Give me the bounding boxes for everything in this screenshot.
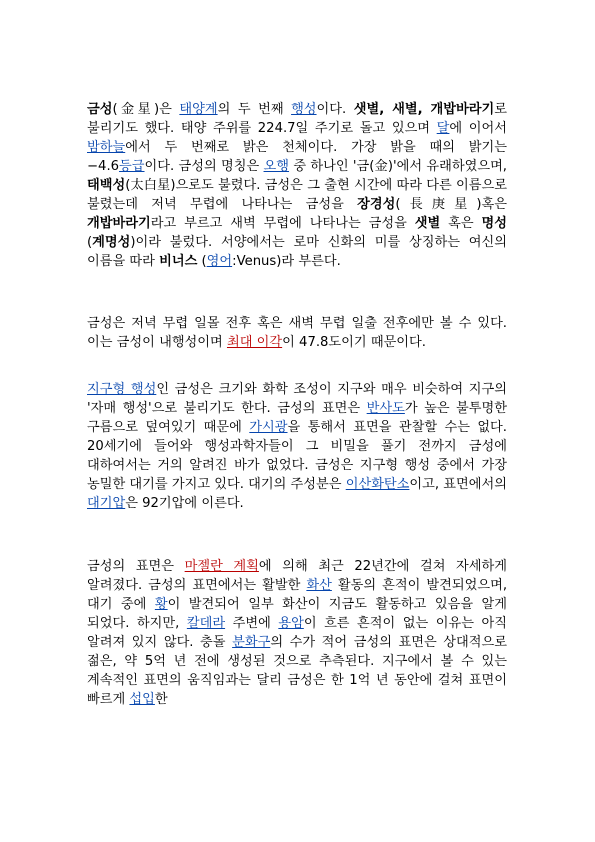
body-text: 이 발견되어 일부 화산이 지금도 활동하고 있음을 알게 되었다. 하지만, (87, 597, 507, 631)
body-text: 은 92기압에 이른다. (125, 496, 244, 511)
wiki-link[interactable]: 최대 이각 (226, 335, 283, 350)
wiki-link[interactable]: 마젤란 계획 (184, 559, 259, 574)
body-text: 가 높은 불투명한 구름으로 덮여있기 때문에 (87, 401, 507, 435)
body-text: 이 47.8도이기 때문이다. (282, 335, 426, 350)
wiki-link[interactable]: 칼데라 (186, 616, 226, 631)
wiki-link[interactable]: 가시광 (249, 420, 288, 435)
wiki-link[interactable]: 분화구 (232, 635, 271, 650)
wiki-link[interactable]: 행성 (291, 102, 317, 117)
bold-term: 샛별 (414, 216, 441, 231)
body-text: 에서 두 번째로 밝은 천체이다. 가장 밝을 때의 밝기는 −4.6 (87, 140, 507, 174)
body-text: 의 수가 적어 금성의 표면은 상대적으로 젊은, 약 5억 년 전에 생성된 것으로 추측된다. 지구에서 볼 수 있는 계속적인 표면의 움직임과는 달리 금성은 한 1억 년 동안에 걸쳐 표면이 빠르게 (87, 635, 507, 707)
wiki-link[interactable]: 화산 (306, 578, 332, 593)
paragraph-surface (87, 557, 507, 709)
body-text: 인 금성은 크기와 화학 조성이 지구와 매우 비슷하여 지구의 '자매 행성'으로 불리기도 한다. 금성의 표면은 (87, 382, 507, 416)
wiki-link[interactable]: 섭입 (129, 692, 155, 707)
body-text: 라고 부르고 새벽 무렵에 나타나는 금성을 (150, 216, 415, 231)
body-text: (金星)은 (112, 102, 180, 117)
bold-term: 금성 (87, 102, 113, 117)
wiki-link[interactable]: 등급 (119, 159, 145, 174)
bold-term: 태백성 (87, 178, 126, 193)
bold-term: 개밥바라기 (87, 216, 151, 231)
wiki-link[interactable]: 태양계 (179, 102, 218, 117)
wiki-link[interactable]: 밤하늘 (87, 140, 126, 155)
body-text: 로 불리기도 했다. 태양 주위를 224.7일 주기로 돌고 있으며 (87, 102, 507, 136)
body-text: 에 이어서 (449, 121, 507, 136)
wiki-link[interactable]: 지구형 행성 (87, 382, 157, 397)
wiki-link[interactable]: 반사도 (366, 401, 405, 416)
wiki-link[interactable]: 달 (436, 121, 450, 136)
bold-term: 비너스 (159, 254, 198, 269)
wiki-link[interactable]: 이산화탄소 (345, 477, 410, 492)
bold-term: 명성 (481, 216, 507, 231)
bold-term: 장경성 (357, 197, 396, 212)
wiki-link[interactable]: 영어 (206, 254, 233, 269)
body-text: 주변에 (225, 616, 279, 631)
paragraph-atmosphere (87, 380, 507, 513)
bold-term: 샛별, 새별, 개밥바라기 (353, 102, 495, 117)
wiki-link[interactable]: 대기압 (87, 496, 126, 511)
body-text: ( (87, 235, 93, 250)
body-text: )이라 불렀다. 서양에서는 로마 신화의 미를 상징하는 여신의 이름을 따라 (87, 235, 507, 269)
body-text: 이다. (316, 102, 354, 117)
paragraph-visibility (87, 314, 507, 352)
body-text: ( (197, 254, 207, 269)
body-text: 중 하나인 '금(金)'에서 유래하였으며, (289, 159, 508, 174)
body-text: 에 의해 최근 22년간에 걸쳐 자세하게 알려졌다. 금성의 표면에서는 활발한 (87, 559, 508, 593)
paragraph-intro (87, 100, 507, 271)
body-text: 활동의 흔적이 발견되었으며, 대기 중에 (87, 578, 508, 612)
body-text: :Venus)라 부른다. (232, 254, 341, 269)
body-text: 이다. 금성의 명칭은 (144, 159, 264, 174)
bold-term: 계명성 (92, 235, 131, 250)
body-text: 이고, 표면에서의 (409, 477, 507, 492)
body-text: 혹은 (440, 216, 482, 231)
body-text: 이 흐른 흔적이 없는 이유는 아직 알려져 있지 않다. 충돌 (87, 616, 507, 650)
body-text: 금성은 저녁 무렵 일몰 전후 혹은 새벽 무렵 일출 전후에만 볼 수 있다. 이는 금성이 내행성이며 (87, 316, 507, 350)
body-text: 한 (154, 692, 168, 707)
body-text: 을 통해서 표면을 관찰할 수는 없다. 20세기에 들어와 행성과학자들이 그 비밀을 풀기 전까지 금성에 대하여서는 거의 알려진 바가 없었다. 금성은 지구형 행성 중에서 가장 농밀한 대기를 가지고 있다. 대기의 주성분은 (87, 420, 507, 492)
wiki-link[interactable]: 황 (154, 597, 168, 612)
body-text: (長庚星)혹은 (395, 197, 507, 212)
wiki-link[interactable]: 오행 (263, 159, 290, 174)
body-text: 금성의 표면은 (87, 559, 185, 574)
wiki-link[interactable]: 용암 (278, 616, 304, 631)
body-text: 의 두 번째 (217, 102, 292, 117)
body-text: (太白星)으로도 불렸다. 금성은 그 출현 시간에 따라 다른 이름으로 불렸는데 저녁 무렵에 나타나는 금성을 (87, 178, 507, 212)
